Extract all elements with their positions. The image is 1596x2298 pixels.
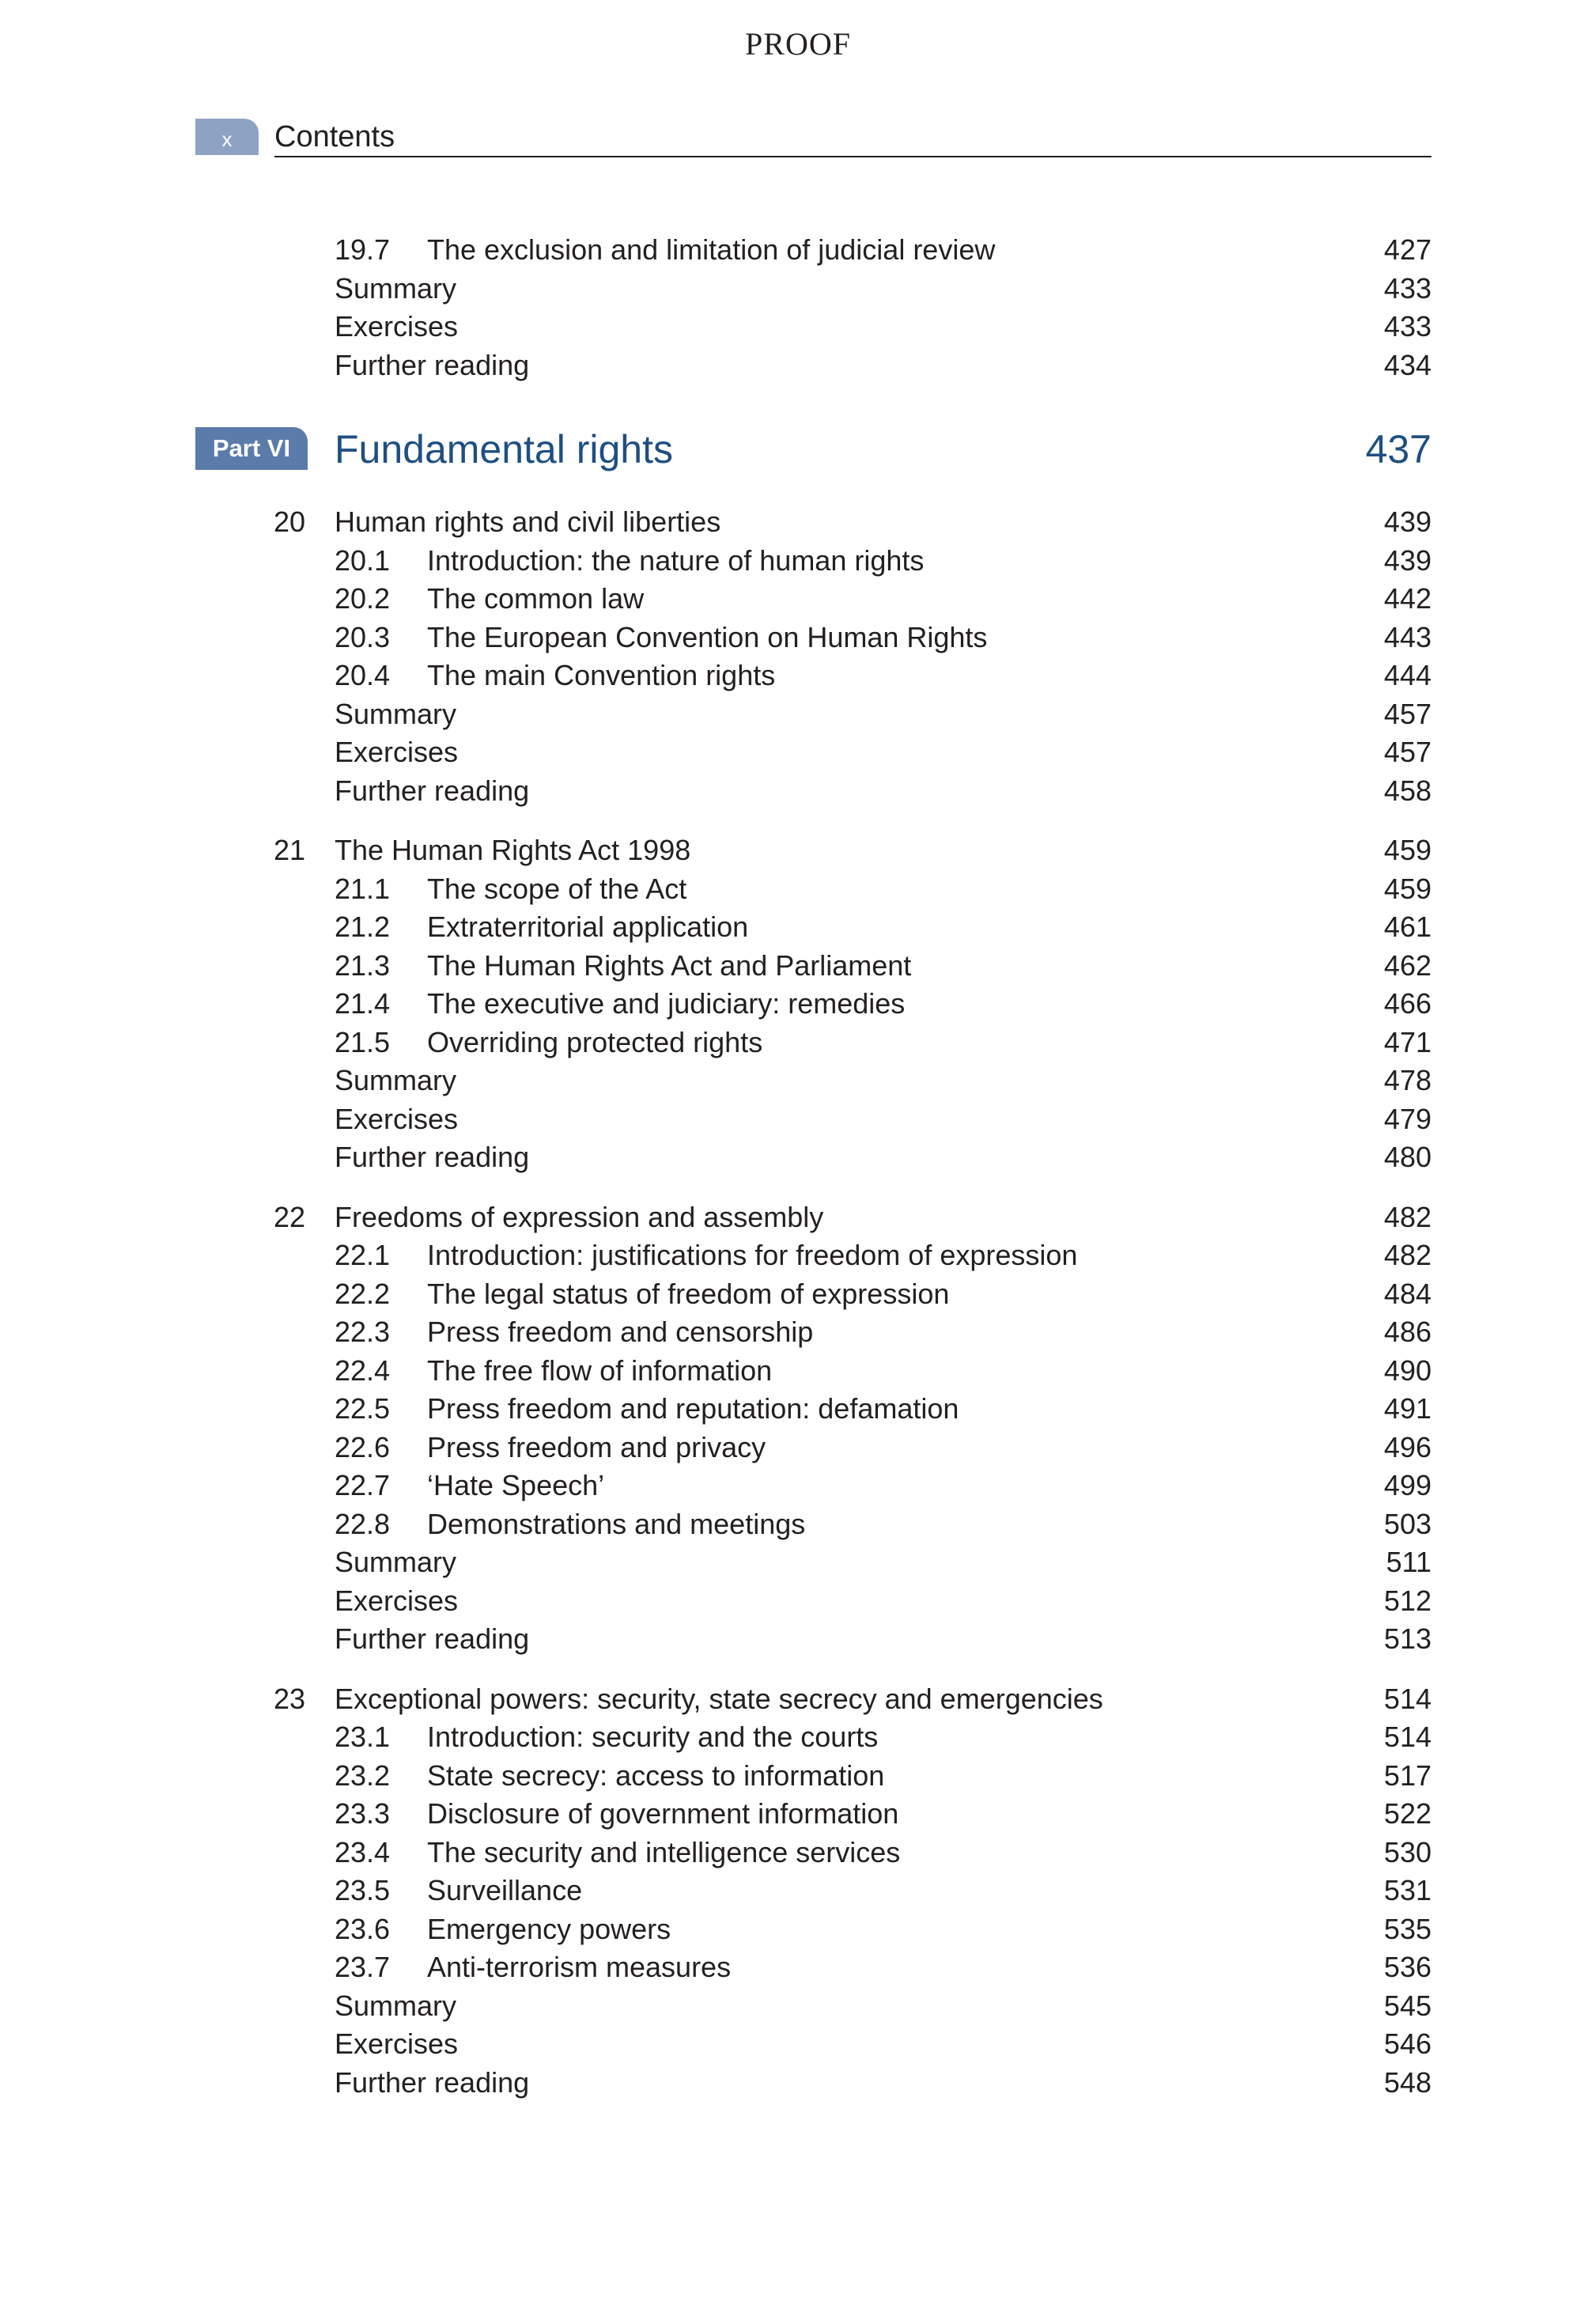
page-number: 503 <box>1383 1507 1431 1540</box>
toc-entry <box>0 1987 1596 2025</box>
chapter-row <box>0 1198 1596 1236</box>
toc-entry <box>0 1718 1596 1756</box>
entry-title: The legal status of freedom of expression <box>427 1277 950 1310</box>
toc-entry <box>0 1313 1596 1351</box>
page-number: 545 <box>1383 1989 1431 2022</box>
toc-entry <box>0 346 1596 384</box>
toc-entry <box>0 908 1596 946</box>
page-number: 458 <box>1383 774 1431 807</box>
toc-entry <box>0 1505 1596 1543</box>
running-head <box>195 119 1431 160</box>
section-number: 22.2 <box>335 1277 391 1310</box>
chapter-title: The Human Rights Act 1998 <box>335 834 691 866</box>
toc-entry <box>0 1138 1596 1176</box>
toc-entry <box>0 1582 1596 1620</box>
section-number: 21.5 <box>335 1025 391 1058</box>
page-number: 546 <box>1383 2027 1431 2060</box>
entry-title: Summary <box>335 1546 457 1578</box>
toc-entry <box>0 947 1596 985</box>
chapter-number: 22 <box>274 1200 306 1233</box>
entry-title: Introduction: security and the courts <box>427 1721 879 1753</box>
toc-entry <box>0 1429 1596 1467</box>
chapter-title: Freedoms of expression and assembly <box>335 1200 824 1233</box>
section-number: 23.4 <box>335 1835 391 1868</box>
chapter-number: 21 <box>274 834 306 866</box>
toc-entry <box>0 270 1596 308</box>
entry-title: Further reading <box>335 774 530 807</box>
running-head-title: Contents <box>274 120 395 153</box>
toc-entry <box>0 1467 1596 1505</box>
entry-title: Summary <box>335 697 457 730</box>
toc-entry <box>0 657 1596 695</box>
entry-title: Demonstrations and meetings <box>427 1507 806 1540</box>
chapter-title: Human rights and civil liberties <box>335 505 721 538</box>
toc-entry <box>0 1236 1596 1274</box>
page-number: 478 <box>1383 1064 1431 1096</box>
toc-entry <box>0 580 1596 618</box>
toc-entry <box>0 2025 1596 2063</box>
section-number: 23.5 <box>335 1874 391 1906</box>
toc-entry <box>0 772 1596 810</box>
page-number: 427 <box>1383 233 1431 266</box>
entry-title: The common law <box>427 582 645 615</box>
page-number: 439 <box>1383 543 1431 577</box>
page-number: 512 <box>1383 1584 1431 1617</box>
page-number: 471 <box>1383 1025 1431 1058</box>
toc-entry <box>0 870 1596 908</box>
toc-entry <box>0 1834 1596 1872</box>
entry-title: Further reading <box>335 1622 530 1655</box>
section-number: 21.1 <box>335 872 391 905</box>
section-number: 22.6 <box>335 1430 391 1463</box>
entry-title: Press freedom and privacy <box>427 1430 766 1463</box>
entry-title: Exercises <box>335 1584 459 1617</box>
section-number: 23.3 <box>335 1797 391 1830</box>
chapter-title: Exceptional powers: security, state secrecy and emergencies <box>335 1682 1103 1715</box>
page-number: 548 <box>1383 2065 1431 2099</box>
entry-title: Further reading <box>335 2065 530 2099</box>
section-number: 22.4 <box>335 1353 391 1387</box>
page-number: 457 <box>1383 736 1431 768</box>
section-number: 23.2 <box>335 1759 391 1792</box>
entry-title: Introduction: justifications for freedom of expression <box>427 1239 1078 1271</box>
toc-entry <box>0 733 1596 771</box>
entry-title: The security and intelligence services <box>427 1835 901 1868</box>
toc-entry <box>0 1275 1596 1313</box>
section-number: 20.4 <box>335 659 391 691</box>
page-number: 514 <box>1383 1721 1431 1753</box>
toc-entry <box>0 1024 1596 1062</box>
chapter-row <box>0 1680 1596 1718</box>
entry-title: Press freedom and reputation: defamation <box>427 1392 959 1425</box>
page-number: 434 <box>1383 348 1431 381</box>
section-number: 22.3 <box>335 1316 391 1348</box>
page-number: 514 <box>1383 1682 1431 1715</box>
part-badge: Part VI <box>195 427 308 470</box>
page-number: 433 <box>1383 271 1431 305</box>
page-number: 511 <box>1386 1546 1431 1578</box>
section-number: 23.1 <box>335 1721 391 1753</box>
chapter-number: 23 <box>274 1682 306 1715</box>
page-number: 535 <box>1383 1912 1431 1945</box>
section-number: 20.3 <box>335 620 391 653</box>
toc-entry <box>0 619 1596 657</box>
entry-title: The scope of the Act <box>427 872 687 905</box>
page-number: 439 <box>1383 505 1431 538</box>
toc-entry <box>0 1390 1596 1428</box>
page-number: 480 <box>1383 1141 1431 1173</box>
page-number: 466 <box>1383 987 1431 1020</box>
page-number: 479 <box>1383 1102 1431 1135</box>
entry-title: Summary <box>335 1989 457 2022</box>
page-number: 457 <box>1383 697 1431 730</box>
page-number: 491 <box>1383 1392 1431 1425</box>
page-number: 482 <box>1383 1200 1431 1233</box>
toc-entry <box>0 985 1596 1023</box>
toc-entry <box>0 1062 1596 1100</box>
section-number: 21.4 <box>335 987 391 1020</box>
toc-entry <box>0 1543 1596 1581</box>
part-page-number: 437 <box>1365 427 1431 471</box>
entry-title: Exercises <box>335 310 459 343</box>
page-number: 531 <box>1383 1874 1431 1906</box>
proof-watermark: PROOF <box>745 26 851 62</box>
entry-title: Exercises <box>335 2027 459 2060</box>
entry-title: Introduction: the nature of human rights <box>427 543 925 577</box>
toc-entry <box>0 2064 1596 2102</box>
page-number: 522 <box>1383 1797 1431 1830</box>
toc-entry <box>0 695 1596 733</box>
toc-entry <box>0 1795 1596 1833</box>
page-number-tab: x <box>195 119 259 155</box>
section-number: 20.2 <box>335 582 391 615</box>
page-number: 499 <box>1383 1469 1431 1501</box>
entry-title: Emergency powers <box>427 1912 671 1945</box>
toc-entry <box>0 1620 1596 1658</box>
entry-title: Summary <box>335 271 457 305</box>
toc-entry <box>0 1100 1596 1138</box>
toc-entry <box>0 1757 1596 1795</box>
entry-title: State secrecy: access to information <box>427 1759 885 1792</box>
toc-entry <box>0 1948 1596 1986</box>
entry-title: Extraterritorial application <box>427 910 749 943</box>
section-number: 22.1 <box>335 1239 391 1271</box>
toc-entry <box>0 1872 1596 1910</box>
entry-title: Overriding protected rights <box>427 1025 763 1058</box>
page-number: 433 <box>1383 310 1431 343</box>
part-title: Fundamental rights <box>335 427 674 471</box>
entry-title: Summary <box>335 1064 457 1096</box>
entry-title: Surveillance <box>427 1874 583 1906</box>
entry-title: The free flow of information <box>427 1353 773 1387</box>
toc-entry <box>0 231 1596 269</box>
page-number: 517 <box>1383 1759 1431 1792</box>
entry-title: Exercises <box>335 736 459 768</box>
page-number: 530 <box>1383 1835 1431 1868</box>
chapter-row <box>0 831 1596 869</box>
entry-title: The main Convention rights <box>427 659 776 691</box>
page-number: 444 <box>1383 659 1431 691</box>
entry-title: Disclosure of government information <box>427 1797 899 1830</box>
entry-title: The Human Rights Act and Parliament <box>427 948 912 982</box>
toc-entry <box>0 1910 1596 1948</box>
section-number: 22.5 <box>335 1392 391 1425</box>
entry-title: The exclusion and limitation of judicial review <box>427 233 996 266</box>
chapter-number: 20 <box>274 505 306 538</box>
entry-title: The European Convention on Human Rights <box>427 620 988 653</box>
page-number: 442 <box>1383 582 1431 615</box>
entry-title: Further reading <box>335 348 530 381</box>
page-number: 490 <box>1383 1353 1431 1387</box>
entry-title: Exercises <box>335 1102 459 1135</box>
page-number: 482 <box>1383 1239 1431 1271</box>
section-number: 22.8 <box>335 1507 391 1540</box>
entry-title: Further reading <box>335 1141 530 1173</box>
part-heading <box>0 424 1596 475</box>
page-number: 443 <box>1383 620 1431 653</box>
page-number: 496 <box>1383 1430 1431 1463</box>
page-number: 486 <box>1383 1316 1431 1348</box>
section-number: 21.3 <box>335 948 391 982</box>
section-number: 19.7 <box>335 233 391 266</box>
page-number: 462 <box>1383 948 1431 982</box>
page-number: 513 <box>1383 1622 1431 1655</box>
entry-title: Anti-terrorism measures <box>427 1951 732 1983</box>
entry-title: Press freedom and censorship <box>427 1316 814 1348</box>
toc-entry <box>0 308 1596 346</box>
page-number: 461 <box>1383 910 1431 943</box>
page-number: 459 <box>1383 872 1431 905</box>
chapter-row <box>0 503 1596 541</box>
page-number: 536 <box>1383 1951 1431 1983</box>
section-number: 20.1 <box>335 543 391 577</box>
section-number: 23.6 <box>335 1912 391 1945</box>
section-number: 21.2 <box>335 910 391 943</box>
entry-title: The executive and judiciary: remedies <box>427 987 906 1020</box>
toc-entry <box>0 542 1596 580</box>
running-head-rule <box>274 156 1431 157</box>
page-number: 459 <box>1383 834 1431 866</box>
toc-entry <box>0 1352 1596 1390</box>
section-number: 23.7 <box>335 1951 391 1983</box>
page-number: 484 <box>1383 1277 1431 1310</box>
section-number: 22.7 <box>335 1469 391 1501</box>
entry-title: ‘Hate Speech’ <box>427 1469 605 1501</box>
